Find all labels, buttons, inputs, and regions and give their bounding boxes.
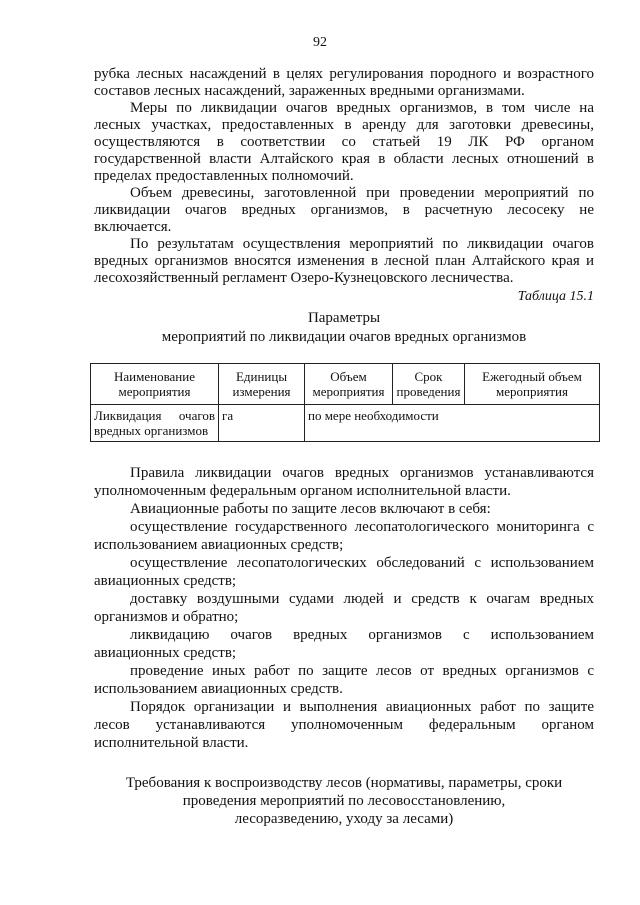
body-paragraph: осуществление государственного лесопатологического мониторинга с использованием авиационных средств; — [94, 519, 594, 553]
body-paragraph: Порядок организации и выполнения авиационных работ по защите лесов устанавливаются уполномоченным федеральным органом исполнительной власти. — [94, 699, 594, 751]
intro-paragraph: Объем древесины, заготовленной при проведении мероприятий по ликвидации очагов вредных организмов, в расчетную лесосеку не включается. — [94, 185, 594, 235]
body-paragraph: доставку воздушными судами людей и средств к очагам вредных организмов и обратно; — [94, 591, 594, 625]
body-paragraph: осуществление лесопатологических обследований с использованием авиационных средств; — [94, 555, 594, 589]
table-header-row — [91, 364, 600, 405]
table-title-line: Параметры — [307, 310, 381, 326]
activity-cell: Ликвидация очагов вредных организмов — [91, 405, 219, 442]
column-header: Объем мероприятия — [305, 364, 393, 405]
section-heading-line: проведения мероприятий по лесовосстановлению, — [182, 793, 506, 809]
table-title — [94, 309, 594, 347]
column-header: Единицы измерения — [219, 364, 305, 405]
unit-cell: га — [219, 405, 305, 442]
table-row — [91, 405, 600, 442]
page-number: 92 — [313, 35, 327, 50]
body-paragraph: Правила ликвидации очагов вредных организмов устанавливаются уполномоченным федеральным органом исполнительной власти. — [94, 465, 594, 499]
parameters-table — [90, 363, 600, 442]
section-heading-line: лесоразведению, уходу за лесами) — [234, 811, 454, 827]
intro-paragraph: По результатам осуществления мероприятий по ликвидации очагов вредных организмов вносятся изменения в лесной план Алтайского края и лесохозяйственный регламент Озеро-Кузнецовского лесничества. — [94, 236, 594, 286]
note-cell: по мере необходимости — [305, 405, 600, 442]
intro-paragraph: рубка лесных насаждений в целях регулирования породного и возрастного составов лесных насаждений, зараженных вредными организмами. — [94, 66, 594, 99]
column-header: Ежегодный объем мероприятия — [465, 364, 600, 405]
section-heading-line: Требования к воспроизводству лесов (нормативы, параметры, сроки — [125, 775, 563, 791]
body-block — [94, 464, 594, 752]
body-paragraph: Авиационные работы по защите лесов включают в себя: — [130, 501, 491, 517]
column-header: Срок проведения — [393, 364, 465, 405]
intro-paragraph: Меры по ликвидации очагов вредных организмов, в том числе на лесных участках, предоставленных в аренду для заготовки древесины, осуществляются в соответствии со статьей 19 ЛК РФ органом государственной власти Алтайского края в области лесных отношений в пределах предоставленных полномочий. — [94, 100, 594, 184]
table-number: Таблица 15.1 — [517, 289, 594, 304]
body-paragraph: ликвидацию очагов вредных организмов с использованием авиационных средств; — [94, 627, 594, 661]
table-title-line: мероприятий по ликвидации очагов вредных организмов — [161, 329, 527, 345]
column-header: Наименование мероприятия — [91, 364, 219, 405]
section-heading — [94, 774, 594, 828]
body-paragraph: проведение иных работ по защите лесов от вредных организмов с использованием авиационных средств. — [94, 663, 594, 697]
document-body — [94, 66, 594, 828]
